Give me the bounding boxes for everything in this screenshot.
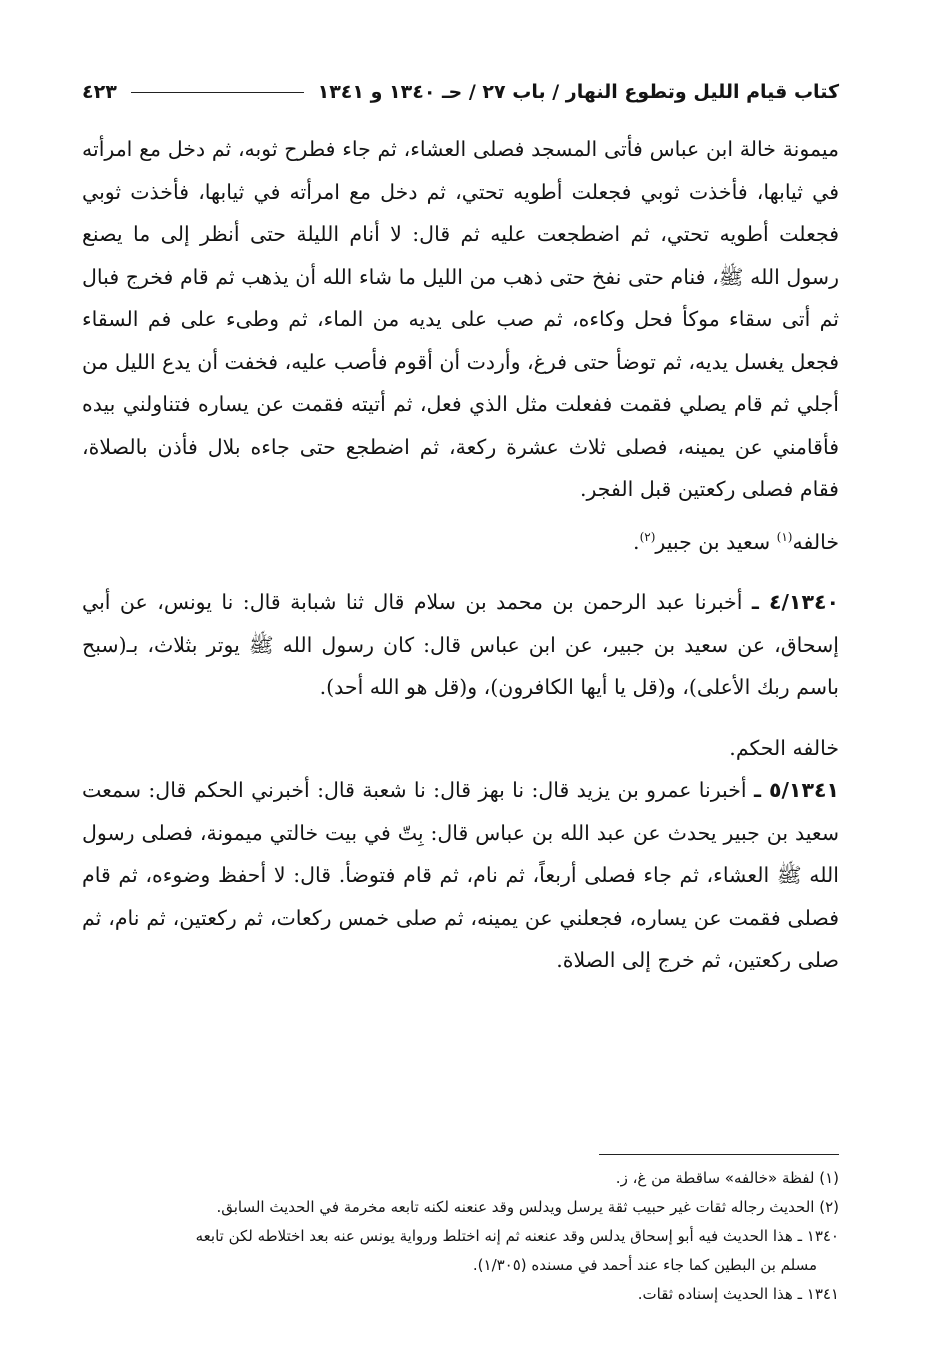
footnote-1: (١) لفظة «خالفه» ساقطة من غ، ز. — [615, 1169, 839, 1187]
footnote-1341: ١٣٤١ ـ هذا الحديث إسناده ثقات. — [637, 1285, 839, 1303]
footnote-separator — [599, 1154, 839, 1155]
hadith-1340-text: أخبرنا عبد الرحمن بن محمد بن سلام قال ثنا شبابة قال: نا يونس، عن أبي إسحاق، عن سعيد بن جبير، عن ابن عباس قال: كان رسول الله ﷺ يوتر بثلاث، بـ(سبح باسم ربك الأعلى)، و(قل يا أيها الكافرون)، و(قل هو الله أحد). — [82, 590, 839, 699]
footnote-1340-continued: مسلم بن البطين كما جاء عند أحمد في مسنده (١/٣٠٥). — [472, 1256, 817, 1274]
running-header — [82, 72, 839, 112]
footnotes — [82, 1164, 839, 1309]
variant-narrator: سعيد بن جبير — [655, 529, 777, 554]
hadith-continuation-paragraph: ميمونة خالة ابن عباس فأتى المسجد فصلى العشاء، ثم جاء فطرح ثوبه، ثم دخل مع امرأته في ثيابها، فأخذت ثوبي فجعلت أطويه تحتي، ثم دخل مع امرأته في ثيابها، فأخذت ثوبي فجعلت أطويه تحتي، ثم اضطجعت عليه ثم قال: لا أنام الليلة حتى أنظر إلى ما يصنع رسول الله ﷺ، فنام حتى نفخ حتى ذهب من الليل ما شاء الله أن يذهب ثم قام فخرج فبال ثم أتى سقاء موكأ فحل وكاءه، ثم صب على يديه من الماء، ثم وطىء على فم السقاء فجعل يغسل يديه، ثم توضأ حتى فرغ، وأردت أن أقوم فأصب عليه، فخفت أن يدع الليل من أجلي ثم قام يصلي فقمت ففعلت مثل الذي فعل، ثم أتيته فقمت عن يساره فتناولني بيده فأقامني عن يمينه، فصلى ثلاث عشرة ركعة، ثم اضطجع حتى جاءه بلال فأذن بالصلاة، فقام فصلى ركعتين قبل الفجر. — [82, 137, 839, 501]
hadith-1341 — [82, 769, 839, 982]
hadith-1340-number: ٤/١٣٤٠ ـ — [751, 590, 839, 614]
variant-note-saeed — [82, 521, 839, 564]
header-title: كتاب قيام الليل وتطوع النهار / باب ٢٧ / حـ ١٣٤٠ و ١٣٤١ — [317, 81, 839, 103]
header-rule — [131, 92, 304, 93]
page-body — [82, 128, 839, 982]
page-number: ٤٢٣ — [82, 81, 117, 103]
hadith-1341-text: أخبرنا عمرو بن يزيد قال: نا بهز قال: نا شعبة قال: أخبرني الحكم قال: سمعت سعيد بن جبير يحدث عن عبد الله بن عباس قال: بِتّ في بيت خالتي ميمونة، فصلى رسول الله ﷺ العشاء، ثم جاء فصلى أربعاً، ثم نام، ثم قام فتوضأ. قال: لا أحفظ وضوءه، ثم قام فصلى فقمت عن يساره، فجعلني عن يمينه، ثم صلى خمس ركعات، ثم ركعتين، ثم نام، ثم صلى ركعتين، ثم خرج إلى الصلاة. — [82, 778, 839, 972]
hadith-1340 — [82, 581, 839, 709]
hadith-1341-number: ٥/١٣٤١ ـ — [753, 778, 839, 802]
footnote-ref-1: (١) — [776, 529, 793, 544]
footnote-1340: ١٣٤٠ ـ هذا الحديث فيه أبو إسحاق يدلس وقد عنعنه ثم إنه اختلط ورواية يونس عنه بعد اختلاطه لكن تابعه — [195, 1227, 839, 1245]
variant-end: . — [633, 529, 640, 554]
footnote-2: (٢) الحديث رجاله ثقات غير حبيب ثقة يرسل ويدلس وقد عنعنه لكنه تابعه مخرمة في الحديث السابق. — [216, 1198, 839, 1216]
variant-note-hakam: خالفه الحكم. — [729, 735, 839, 760]
footnote-ref-2: (٢) — [639, 529, 656, 544]
variant-word: خالفه — [792, 529, 839, 554]
